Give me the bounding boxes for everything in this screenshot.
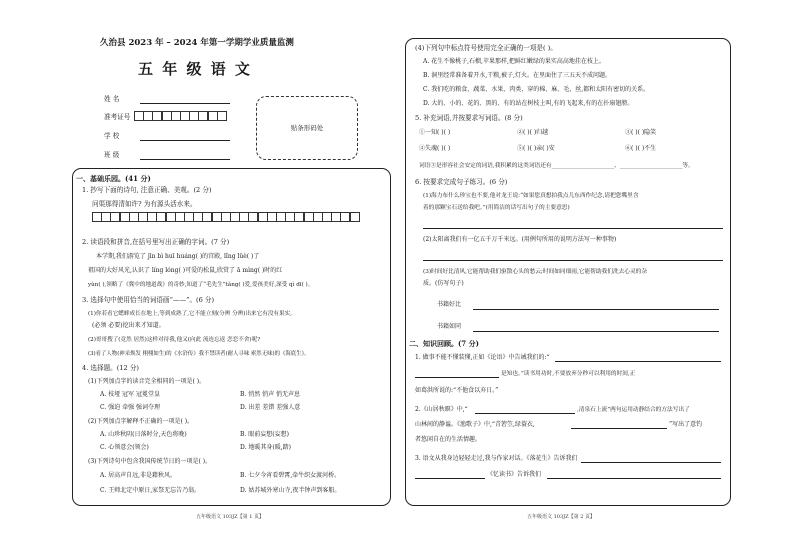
q4-s3b[interactable]: B. 七夕今宵看碧霄,牵牛织女渡河桥。 — [240, 472, 341, 479]
q6-i1: (1)海力布什么珍宝也不要,他对龙王说:“如果您真想拍我点儿东西作纪念,请把您嘴里含 — [423, 193, 639, 199]
q3-text: 3. 选择句中使用恰当的词语画“——”。(6 分) — [82, 296, 215, 304]
q4-s1b[interactable]: B. 悄然 悄声 悄无声息 — [240, 391, 301, 398]
k1-blank1[interactable] — [555, 361, 721, 362]
q3-item2: (2)哥哥搜了(竟然 居然)这样对待我,他又(向此 流连忘返 恋恋不舍)呢? — [88, 337, 261, 343]
q5-r1a[interactable]: ①一知( )( ) — [419, 129, 451, 136]
q3-item3: (3)看了人物(神采焕发 栩栩如生)的《水浒传》我不禁读者(耐人寻味 索然无味)的《海底生》。 — [88, 351, 310, 357]
k3: 3. 语文从我身边轻轻走过,我与作家对话。《落花生》告诉我们 — [415, 455, 578, 462]
class-input[interactable] — [140, 159, 230, 160]
q4-s1: (1)下列加点字的读音完全相同的一项是( )。 — [88, 378, 206, 385]
q4-s1d[interactable]: D. 出差 差错 差强人意 — [240, 404, 301, 411]
q4-s1a[interactable]: A. 枝垭 冠军 冠冕堂皇 — [100, 391, 160, 398]
k2-blank2[interactable] — [571, 428, 667, 429]
k2d: ”写出了意钓 — [669, 421, 703, 428]
q4-4-a[interactable]: A. 花生不像桃子,石榴,苹果那样,把鲜红嫩绿的果实高高地挂在枝上。 — [423, 58, 605, 65]
q6-answer3b[interactable] — [473, 331, 719, 332]
q5-r2c[interactable]: ⑥( )( )不生 — [625, 145, 657, 152]
q6-text: 6. 按要求完成句子练习。(6 分) — [415, 178, 508, 186]
ticket-number-grid[interactable] — [134, 111, 226, 121]
page-right — [397, 0, 794, 550]
q6-answer3a[interactable] — [473, 309, 719, 310]
q5-r2b[interactable]: ⑤( )( )亲( )安 — [517, 145, 555, 152]
k1c: 如葛洪所说的:“不他食以弃日。” — [415, 387, 499, 394]
q6-i2: (2)太阳离我们有一亿五千万千米远。(用例句所用的说明方法写一种事物) — [423, 236, 617, 243]
k2e: 者悠闲自在的生活情趣。 — [415, 436, 482, 443]
q4-s2d[interactable]: D. 地暖其身(暖,踏) — [240, 444, 292, 451]
q2-text: 2. 读语段和拼音,在括号里写出正确的字词。(7 分) — [82, 238, 230, 246]
q4-s3d[interactable]: D. 姑苏城外寒山寺,夜半钟声到客船。 — [240, 487, 341, 494]
class-label: 班 级 — [104, 151, 120, 159]
q4-4-text: (4)下列句中标点符号使用完全正确的一项是( )。 — [415, 44, 557, 52]
q4-s2: (2)下列加点字解释不正确的一项是( )。 — [88, 418, 194, 425]
q6-b1: 书籍好比 — [437, 301, 462, 308]
k2: 2.《山居秋暝》中,“ — [415, 406, 468, 413]
school-input[interactable] — [140, 140, 230, 141]
q5-r1b[interactable]: ②( )( )归越 — [517, 129, 549, 136]
q4-s2a[interactable]: A. 山珍秋阴(日落时分,天色将晚) — [100, 431, 187, 438]
q4-s3: (3)下列诗句中包含我国传统节日的一项是( )。 — [88, 458, 212, 465]
q4-s2b[interactable]: B. 眼前妄想(妄想) — [240, 431, 289, 438]
q4-text: 4. 选择题。(12 分) — [82, 364, 139, 372]
k3-blank2[interactable] — [415, 478, 485, 479]
school-label: 学 校 — [104, 132, 120, 140]
q4-4-b[interactable]: B. 洞里经常准备着开水,干粮,被子,灯火。在里面住了三五天不成问题。 — [423, 72, 611, 79]
ticket-label: 准考证号 — [104, 113, 131, 121]
q6-i1b: 着的那颗宝石送给我吧。”(用简洁的话写出句子的主要意思) — [423, 205, 570, 211]
q3-item1: (1)你若看它蟋蟀成长在地上,等到成熟了,它不能立刻(分辨 分辨)出来它有没有果实, — [88, 311, 292, 317]
q4-4-c[interactable]: C. 我们吃的粮食、蔬菜、水果、肉类、穿的棉、麻、毛、丝,都和太阳有密切的关系。 — [423, 86, 650, 93]
q4-4-d[interactable]: D. 大的、小的、花的、黑的、有的站在树枝上叫,有的飞起来,有的在扑扇翅膀。 — [423, 100, 634, 107]
name-input[interactable] — [140, 103, 230, 104]
q4-s3a[interactable]: A. 居高声自远,非是藉秋风。 — [100, 472, 177, 479]
q5-text: 5. 补充词语,并按要求写词语。(8 分) — [415, 114, 523, 122]
k3-blank1[interactable] — [581, 462, 721, 463]
q6-b2: 书籍如同 — [437, 323, 462, 330]
k1b: 是知也。”读书用功时,不要放弃分秒可以利用的时间,正 — [501, 371, 636, 377]
name-label: 姓 名 — [104, 95, 120, 103]
exam-title: 久治县 2023 年 – 2024 年第一学期学业质量监测 — [100, 38, 294, 48]
section1-title: 一、基础乐园。(41 分) — [76, 174, 151, 183]
q4-s3c[interactable]: C. 王师北定中原日,家祭无忘告乃翁。 — [100, 487, 201, 494]
footer-right: 五年级语文 103JZ【第 2 页】 — [527, 514, 595, 520]
q6-answer1[interactable] — [423, 228, 723, 229]
q6-i3: (3)时间好比清风,它能帮助我们驱散心头的愁云;时间如同细雨,它能帮助我们洗去心灵的杂 — [423, 269, 648, 275]
k1: 1. 做事不能不懂装懂,正如《论语》中告诫我们的:“ — [415, 354, 550, 361]
section2-title: 二、知识回顾。(7 分) — [409, 339, 479, 348]
subject-title: 五 年 级 语 文 — [138, 60, 252, 78]
q1-text: 1. 抄写下面的诗句, 注意正确、美观。(2 分) — [82, 186, 212, 194]
barcode-area — [256, 96, 358, 160]
q5-note: 词语③是形容社会安定的词语,我积累的这类词语还有______________________、______________________等。 — [419, 163, 694, 169]
q4-s1c[interactable]: C. 强迫 牵强 强词夺理 — [100, 404, 161, 411]
barcode-label: 贴条形码处 — [290, 124, 324, 132]
k1-blank2[interactable] — [415, 377, 499, 378]
k3b: 《忆读书》告诉我们 — [487, 471, 542, 478]
footer-left: 五年级语文 103JZ【第 1 页】 — [196, 514, 264, 520]
q2-line3: yùn( ),领略了《冀中的地道战》的奇妙,知道了“毛先生”tǎng( )爱,爱孩美好,深受 qì dī( )。 — [88, 282, 314, 288]
k2-blank1[interactable] — [475, 413, 575, 414]
q5-r1c[interactable]: ③( )( )隐笑 — [625, 129, 657, 136]
q2-line1: 本学期,我们游览了 jīn bì huī huáng( )的宫殿, lǐng lüè( )了 — [96, 253, 260, 260]
k2b: ,清泉石上流”两句运用动静结合的方法写出了 — [577, 407, 690, 413]
q1-writing-grid[interactable] — [92, 212, 359, 222]
q6-answer2[interactable] — [423, 260, 723, 261]
k3-blank3[interactable] — [547, 478, 721, 479]
q3-item1b: (必须 必要)挖出来才知道。 — [92, 322, 165, 329]
q6-i3b: 质。(仿写句子) — [423, 280, 464, 287]
q4-s2c[interactable]: C. 心领意会(领会) — [100, 444, 149, 451]
q2-line2: 祖国的大好风光,认识了 líng lóng( )可爱的松鼠,欣赏了 ā mìng( )时的红 — [88, 267, 283, 274]
q5-r2a[interactable]: ④失魂( )( ) — [419, 145, 451, 152]
k2c: 山林间的静谧。《渔歌子》中,“青箬笠,绿蓑衣, — [415, 421, 535, 428]
q1-poem: 问渠那得清如许? 为有源头活水来。 — [92, 200, 197, 208]
